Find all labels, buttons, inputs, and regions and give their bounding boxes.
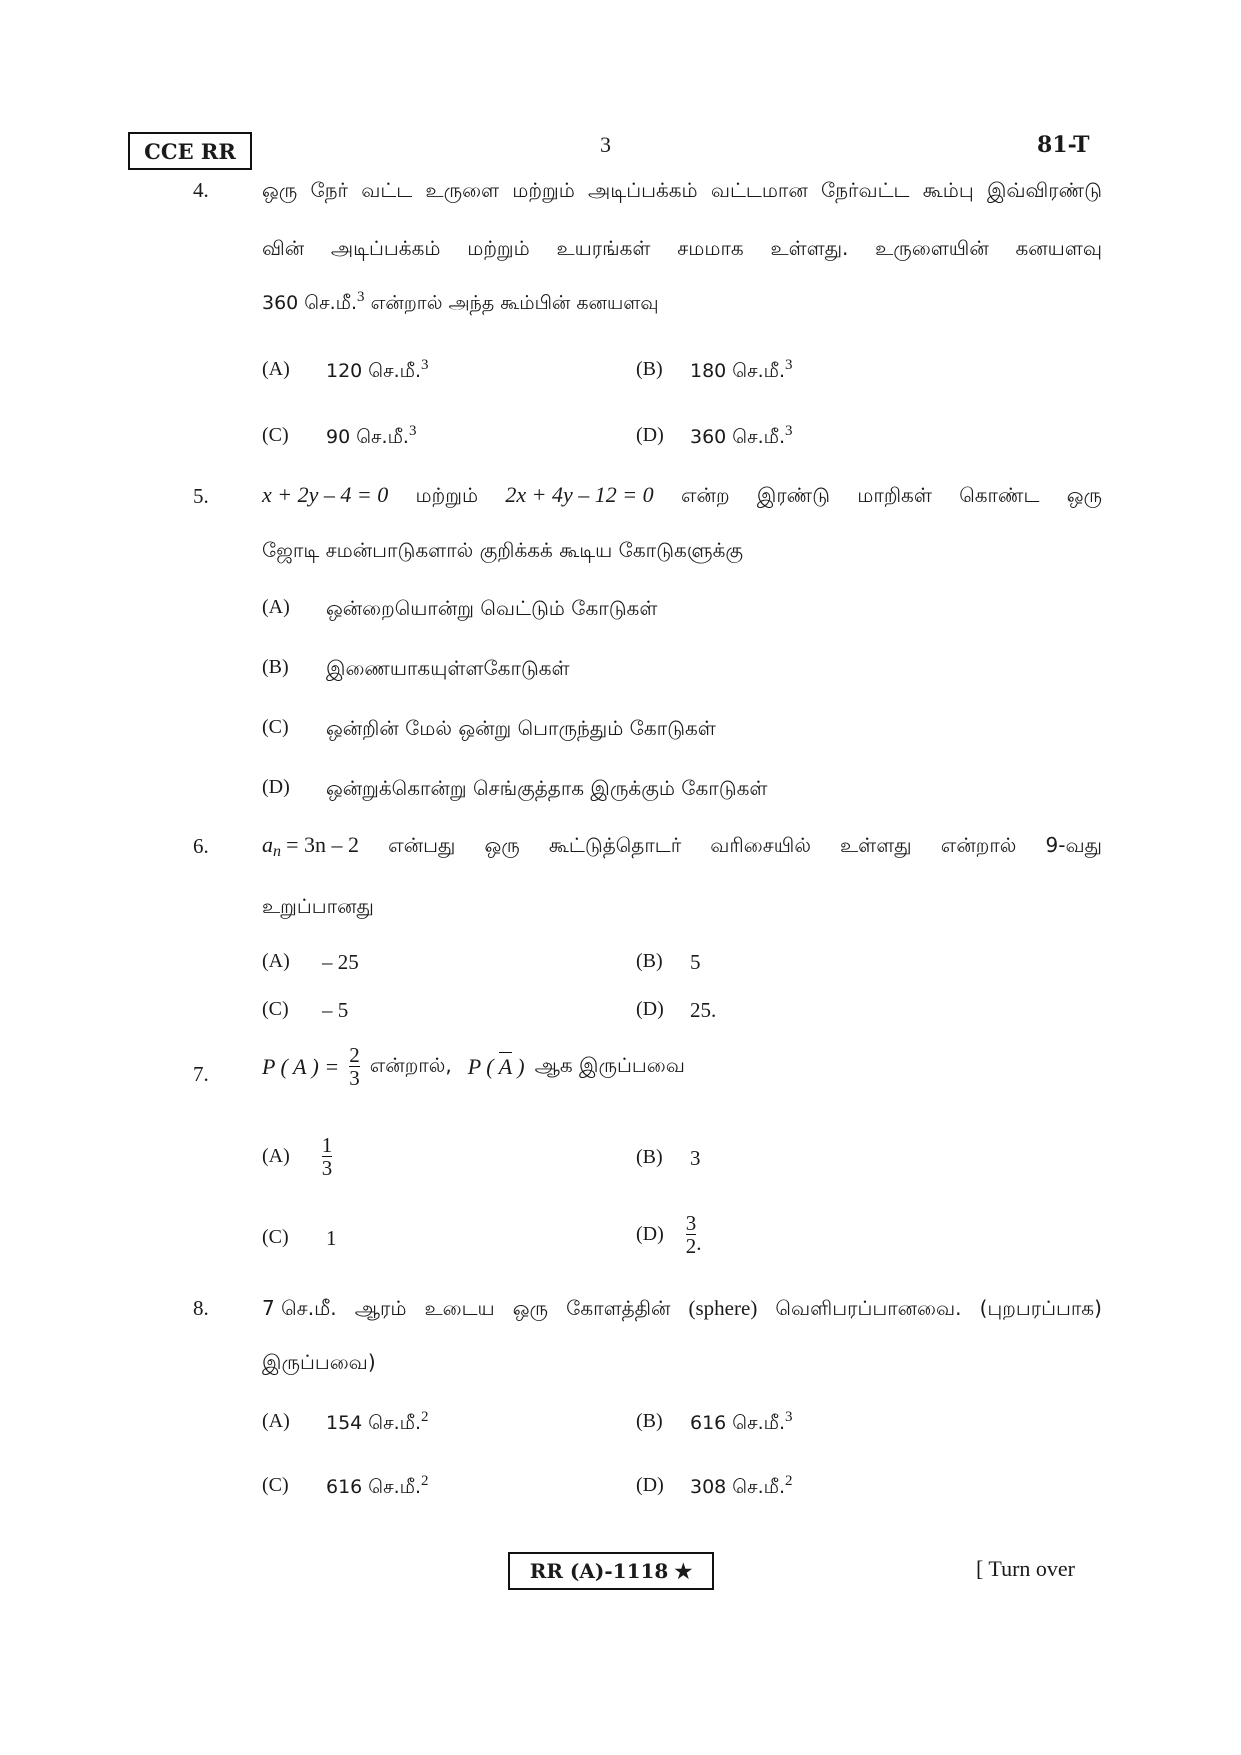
question-5-option-c[interactable]: [262, 716, 716, 740]
word: ஒரு: [512, 1296, 549, 1320]
question-6-number: 6.: [193, 834, 209, 858]
word: உயரங்கள்: [556, 236, 651, 260]
word: மற்றும்: [467, 236, 530, 260]
word: ஒரு: [484, 833, 520, 857]
option-value: 5: [690, 950, 701, 974]
complement-expression: [468, 1054, 525, 1080]
option-value: 360 செ.மீ.: [690, 426, 786, 448]
probability-expression: P ( A ) =: [262, 1053, 340, 1079]
option-label: (B): [636, 1410, 663, 1432]
word: உருளையின்: [875, 236, 989, 260]
superscript: 3: [421, 357, 429, 373]
word: கூம்பு: [922, 178, 974, 202]
paper-code: 81-T: [1037, 132, 1090, 158]
question-6-line-2: உறுப்பானது: [262, 894, 374, 918]
question-8-option-b[interactable]: [636, 1409, 793, 1434]
option-label: (B): [636, 1146, 663, 1168]
word: உள்ளது: [840, 833, 912, 857]
question-8-option-c[interactable]: [262, 1473, 429, 1498]
question-7-option-c[interactable]: [262, 1226, 337, 1250]
option-label: (C): [262, 716, 289, 738]
word: வெளிபரப்பானவை.: [775, 1296, 962, 1320]
option-label: (A): [262, 358, 290, 380]
fraction: [322, 1134, 333, 1179]
option-label: (C): [262, 998, 289, 1020]
footer-code: RR (A)-1118: [529, 1559, 669, 1583]
option-text: ஒன்றையொன்று வெட்டும் கோடுகள்: [326, 596, 658, 620]
word: ஒரு: [1066, 483, 1102, 507]
question-4-option-c[interactable]: [262, 423, 417, 448]
question-4-number: 4.: [193, 178, 209, 202]
word: அடிப்பக்கம்: [330, 236, 441, 260]
fraction: [686, 1212, 697, 1257]
question-6-option-d[interactable]: [636, 998, 717, 1022]
word: 9-வது: [1045, 833, 1102, 857]
equation-1: x + 2y – 4 = 0: [262, 482, 389, 507]
volume-value: 360 செ.மீ.: [262, 292, 358, 314]
option-value: 616 செ.மீ.: [326, 1476, 422, 1498]
option-label: (B): [262, 656, 289, 678]
option-label: (D): [636, 1223, 664, 1246]
question-7-option-d[interactable]: [636, 1212, 702, 1257]
fraction: [349, 1044, 360, 1089]
question-text: ஆக இருப்பவை: [534, 1053, 685, 1078]
option-value: 3: [690, 1146, 701, 1170]
option-label: (A): [262, 1410, 290, 1432]
question-6-line-1: [262, 832, 1102, 861]
option-value: 1: [326, 1226, 337, 1250]
option-label: (A): [262, 950, 290, 972]
word: ஒரு: [262, 178, 298, 202]
word: கனயளவு: [1015, 236, 1102, 260]
question-5-option-d[interactable]: [262, 776, 768, 800]
option-value: 25.: [690, 998, 717, 1022]
option-label: (B): [636, 358, 663, 380]
formula-rest: = 3n – 2: [286, 832, 360, 857]
option-value: 308 செ.மீ.: [690, 1476, 786, 1498]
question-7-option-a[interactable]: [262, 1134, 332, 1179]
complement-a: A: [498, 1053, 512, 1079]
option-label: (A): [262, 596, 290, 618]
complement-right: ): [517, 1053, 525, 1079]
question-8-line-1: [262, 1296, 1102, 1323]
question-8-option-d[interactable]: [636, 1473, 793, 1498]
superscript: 3: [357, 289, 365, 305]
option-text: இணையாகயுள்ளகோடுகள்: [326, 656, 570, 680]
question-8-number: 8.: [193, 1296, 209, 1320]
question-4-line-2: [262, 236, 1102, 263]
word: உள்ளது.: [770, 236, 849, 260]
option-label: (C): [262, 1226, 289, 1248]
question-6-option-a[interactable]: [262, 950, 359, 974]
option-label: (D): [636, 998, 664, 1020]
superscript: 2: [421, 1409, 429, 1425]
superscript: 3: [408, 423, 417, 439]
series-code: CCE RR: [144, 138, 236, 164]
word: என்பது: [388, 833, 456, 857]
numerator: 3: [685, 1211, 697, 1235]
word: இவ்விரண்டு: [986, 178, 1102, 202]
footer-code-box: [508, 1552, 714, 1590]
numerator: 2: [349, 1043, 360, 1067]
question-7-number: 7.: [193, 1062, 209, 1086]
page-number: 3: [600, 132, 611, 157]
question-5-number: 5.: [193, 484, 209, 508]
word: உருளை: [425, 178, 500, 202]
word: மற்றும்: [415, 483, 479, 507]
denominator: 3: [321, 1156, 333, 1181]
option-text: ஒன்றுக்கொன்று செங்குத்தாக இருக்கும் கோடுகள்: [326, 776, 768, 800]
word: இரண்டு: [756, 483, 830, 507]
question-4-option-a[interactable]: [262, 357, 429, 382]
question-4-line-3: [262, 290, 659, 317]
option-label: (B): [636, 950, 663, 972]
sequence-formula: [262, 832, 359, 861]
word: ஆரம்: [354, 1296, 407, 1320]
option-label: (D): [636, 1474, 664, 1496]
word: அடிப்பக்கம்: [588, 178, 698, 202]
question-8-option-a[interactable]: [262, 1409, 429, 1434]
word: வரிசையில்: [710, 833, 811, 857]
word: கொண்ட: [959, 483, 1040, 507]
word: வட்ட: [361, 178, 413, 202]
word: மாறிகள்: [857, 483, 932, 507]
question-6-option-c[interactable]: [262, 998, 349, 1022]
word: (புறபரப்பாக): [979, 1296, 1102, 1320]
option-label: (D): [636, 424, 664, 446]
question-4-option-d[interactable]: [636, 423, 793, 448]
formula-a: a: [262, 832, 273, 857]
word: நேர்: [310, 178, 348, 202]
word: உடைய: [424, 1296, 495, 1320]
question-4-line-1: [262, 178, 1102, 205]
question-4-option-b[interactable]: [636, 357, 793, 382]
question-5-option-b[interactable]: [262, 656, 570, 680]
series-code-box: [128, 132, 252, 170]
denominator: 2: [685, 1234, 697, 1259]
question-text: என்றால் அந்த கூம்பின் கனயளவு: [364, 292, 659, 314]
question-8-line-2: இருப்பவை): [262, 1350, 376, 1374]
word: வின்: [262, 236, 305, 260]
word: (sphere): [688, 1296, 758, 1320]
star-icon: ★: [674, 1559, 693, 1583]
complement-left: P (: [467, 1053, 494, 1079]
numerator: 1: [321, 1133, 333, 1157]
word: கூட்டுத்தொடர்: [548, 833, 682, 857]
formula-subscript: n: [273, 843, 281, 861]
option-value: 616 செ.மீ.: [690, 1412, 786, 1434]
denominator: 3: [349, 1066, 360, 1091]
option-label: (A): [262, 1145, 290, 1168]
word: மற்றும்: [512, 178, 575, 202]
word: சமமாக: [677, 236, 744, 260]
option-value: 90 செ.மீ.: [326, 426, 409, 448]
word: வட்டமான: [710, 178, 808, 202]
question-7-option-b[interactable]: [636, 1146, 701, 1170]
superscript: 3: [785, 423, 793, 439]
word: நேர்வட்ட: [821, 178, 910, 202]
option-label: (D): [262, 776, 290, 798]
word: என்றால்: [940, 833, 1017, 857]
question-6-option-b[interactable]: [636, 950, 701, 974]
option-value: – 5: [322, 998, 349, 1022]
equation-2: 2x + 4y – 12 = 0: [505, 482, 654, 507]
turn-over-text: [ Turn over: [976, 1556, 1076, 1581]
word: கோளத்தின்: [566, 1296, 671, 1320]
word: என்றால்,: [369, 1053, 452, 1078]
superscript: 2: [421, 1473, 429, 1489]
option-value: 180 செ.மீ.: [690, 360, 786, 382]
word: 7 செ.மீ.: [262, 1296, 337, 1320]
word: என்ற: [680, 483, 730, 507]
superscript: 3: [785, 357, 793, 373]
period: .: [696, 1231, 702, 1256]
option-value: 154 செ.மீ.: [326, 1412, 422, 1434]
superscript: 3: [785, 1409, 793, 1425]
option-value: – 25: [322, 950, 359, 974]
question-7-line: [262, 1044, 685, 1089]
question-5-option-a[interactable]: [262, 596, 658, 620]
question-5-line-2: ஜோடி சமன்பாடுகளால் குறிக்கக் கூடிய கோடுகளுக்கு: [262, 538, 744, 562]
question-5-line-1: [262, 482, 1102, 510]
superscript: 2: [785, 1473, 793, 1489]
option-value: 120 செ.மீ.: [326, 360, 422, 382]
option-label: (C): [262, 424, 289, 446]
option-label: (C): [262, 1474, 289, 1496]
option-text: ஒன்றின் மேல் ஒன்று பொருந்தும் கோடுகள்: [326, 716, 716, 740]
